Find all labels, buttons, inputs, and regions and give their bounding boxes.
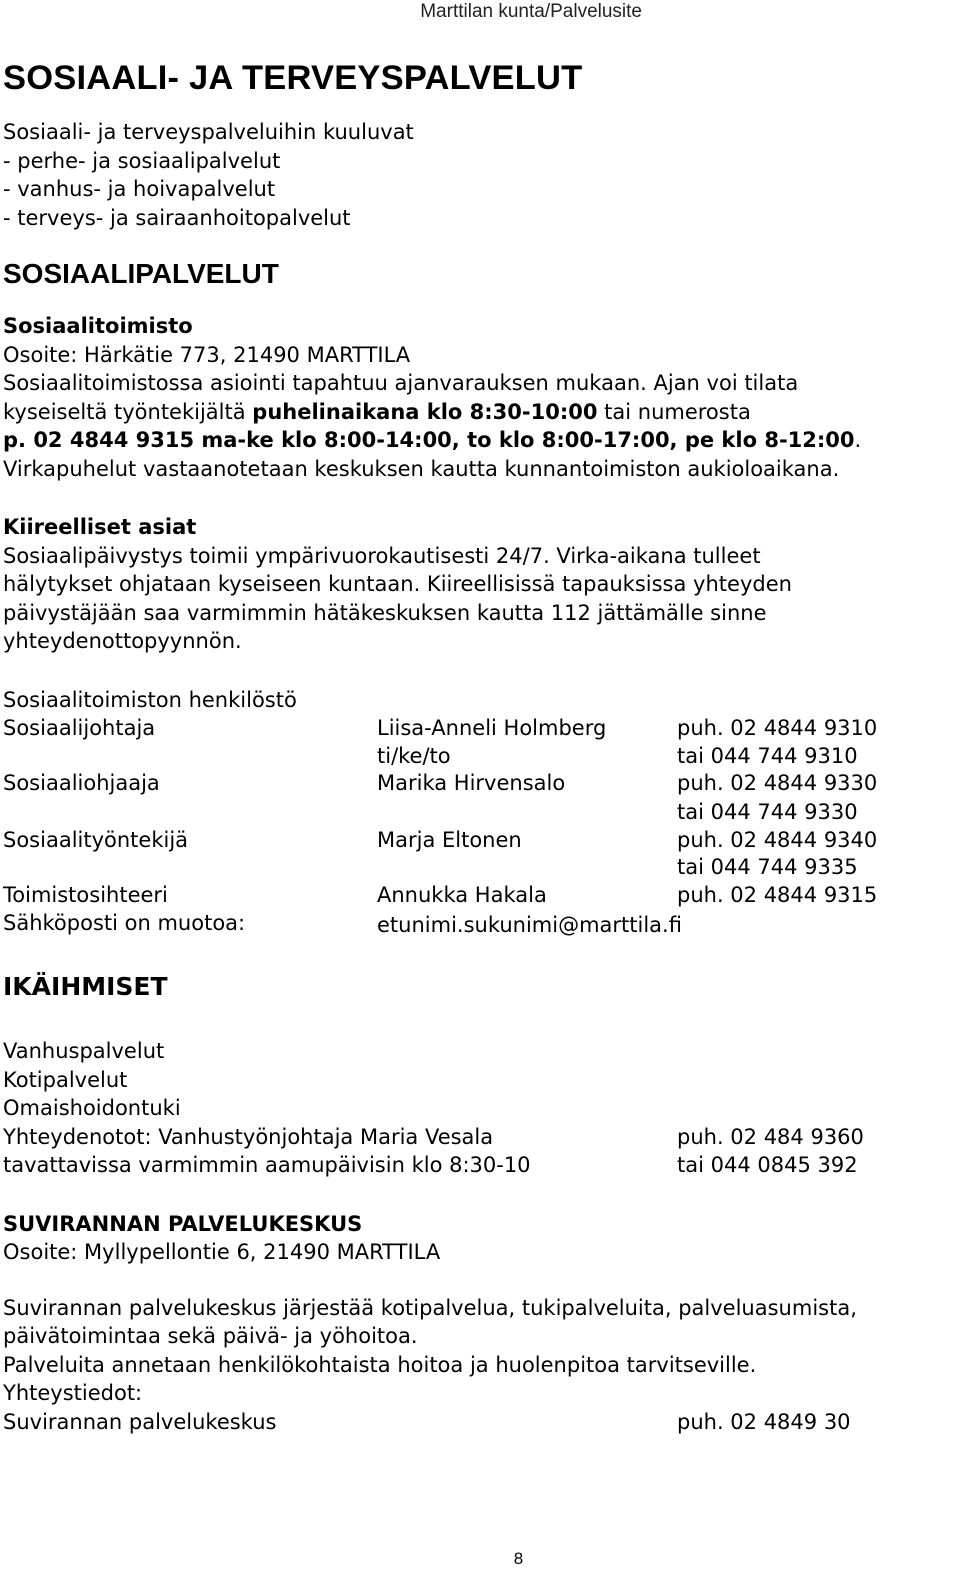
suviranta-address: Osoite: Myllypellontie 6, 21490 MARTTILA xyxy=(3,1240,441,1264)
intro-list xyxy=(3,118,953,232)
description-line: Suvirannan palvelukeskus järjestää kotipalvelua, tukipalveluita, palveluasumista, xyxy=(3,1295,857,1320)
contact-phone: tai 044 0845 392 xyxy=(677,1153,858,1177)
section-heading-suviranta: SUVIRANNAN PALVELUKESKUS xyxy=(3,1211,363,1236)
contact-name: Suvirannan palvelukeskus xyxy=(3,1409,277,1434)
staff-phone: puh. 02 4844 9340 xyxy=(677,827,878,852)
staff-role: Sosiaalijohtaja xyxy=(3,716,156,740)
intro-line: - terveys- ja sairaanhoitopalvelut xyxy=(3,205,351,230)
suviranta-section xyxy=(3,1210,953,1437)
staff-row xyxy=(3,714,953,743)
intro-line: Sosiaali- ja terveyspalveluihin kuuluvat xyxy=(3,120,414,144)
running-header: Marttilan kunta/Palvelusite xyxy=(420,1,642,22)
service-item: Omaishoidontuki xyxy=(3,1096,181,1120)
staff-name xyxy=(377,854,677,882)
staff-row xyxy=(3,854,953,882)
urgent-title: Kiireelliset asiat xyxy=(3,515,197,539)
contact-text: tavattavissa varmimmin aamupäivisin klo 8:30-10 xyxy=(3,1153,531,1177)
contact-text: Yhteydenotot: Vanhustyönjohtaja Maria Vesala xyxy=(3,1124,494,1149)
staff-phone: tai 044 744 9335 xyxy=(677,854,858,879)
staff-row xyxy=(3,743,953,771)
staff-role xyxy=(3,854,377,882)
ikaihmiset-section xyxy=(3,1037,953,1180)
staff-title: Sosiaalitoimiston henkilöstö xyxy=(3,687,297,712)
office-hours-text xyxy=(3,426,953,455)
document-body xyxy=(3,56,953,1436)
phone-time-bold: puhelinaikana klo 8:30-10:00 xyxy=(252,399,598,424)
calls-text: Virkapuhelut vastaanotetaan keskuksen kautta kunnantoimiston aukioloaikana. xyxy=(3,456,840,481)
staff-row xyxy=(3,826,953,854)
staff-name: Marja Eltonen xyxy=(377,827,522,852)
text-run: kyseiseltä työntekijältä xyxy=(3,399,253,424)
staff-name: Marika Hirvensalo xyxy=(377,771,566,795)
office-hours-bold: p. 02 4844 9315 ma-ke klo 8:00-14:00, to klo 8:00-17:00, pe klo 8-12:00 xyxy=(3,428,855,452)
description-line: Palveluita annetaan henkilökohtaista hoitoa ja huolenpitoa tarvitseville. xyxy=(3,1352,757,1377)
section-heading-ikaihmiset: IKÄIHMISET xyxy=(3,972,168,1001)
description-line: päivätoimintaa sekä päivä- ja yöhoitoa. xyxy=(3,1324,418,1348)
office-title: Sosiaalitoimisto xyxy=(3,314,193,338)
staff-role: Sähköposti on muotoa: xyxy=(3,911,246,935)
urgent-section xyxy=(3,513,953,656)
urgent-line: hälytykset ohjataan kyseiseen kuntaan. Kiireellisissä tapauksissa yhteyden xyxy=(3,572,792,596)
staff-row xyxy=(3,770,953,798)
intro-line: - vanhus- ja hoivapalvelut xyxy=(3,177,276,201)
description-line: Yhteystiedot: xyxy=(3,1381,143,1405)
staff-phone xyxy=(677,909,953,937)
staff-role: Sosiaaliohjaaja xyxy=(3,771,160,795)
staff-phone: tai 044 744 9330 xyxy=(677,799,858,824)
page-footer xyxy=(0,1543,960,1572)
contact-phone: puh. 02 484 9360 xyxy=(677,1124,864,1149)
staff-row xyxy=(3,798,953,826)
urgent-line: päivystäjään saa varmimmin hätäkeskuksen kautta 112 jättämälle sinne xyxy=(3,600,767,625)
contact-row xyxy=(3,1408,953,1437)
page-number: 8 xyxy=(513,1549,524,1568)
intro-line: - perhe- ja sosiaalipalvelut xyxy=(3,148,281,173)
office-section xyxy=(3,312,953,483)
section-heading-sosiaalipalvelut: SOSIAALIPALVELUT xyxy=(3,258,279,289)
staff-name: Annukka Hakala xyxy=(377,883,547,907)
staff-row xyxy=(3,909,953,937)
staff-role: Toimistosihteeri xyxy=(3,883,168,907)
staff-phone: puh. 02 4844 9315 xyxy=(677,883,878,907)
service-item: Vanhuspalvelut xyxy=(3,1039,165,1063)
staff-name xyxy=(377,798,677,826)
staff-name: Liisa-Anneli Holmberg xyxy=(377,716,607,740)
staff-name: ti/ke/to xyxy=(377,743,451,768)
appointment-text: Sosiaalitoimistossa asiointi tapahtuu ajanvarauksen mukaan. Ajan voi tilata xyxy=(3,371,799,395)
text-run: . xyxy=(854,428,862,452)
email-format: etunimi.sukunimi@marttila.fi xyxy=(377,913,682,937)
staff-phone: tai 044 744 9310 xyxy=(677,743,858,768)
office-address: Osoite: Härkätie 773, 21490 MARTTILA xyxy=(3,342,411,367)
staff-section xyxy=(3,686,953,938)
contact-phone: puh. 02 4849 30 xyxy=(677,1409,851,1434)
staff-phone: puh. 02 4844 9310 xyxy=(677,716,878,740)
staff-phone: puh. 02 4844 9330 xyxy=(677,771,878,795)
contact-row xyxy=(3,1123,953,1152)
phone-hours-text xyxy=(3,398,953,427)
staff-role: Sosiaalityöntekijä xyxy=(3,827,189,852)
staff-row xyxy=(3,881,953,909)
staff-role xyxy=(3,798,377,826)
staff-role xyxy=(3,743,377,771)
page-title: SOSIAALI- JA TERVEYSPALVELUT xyxy=(3,59,583,97)
contact-row xyxy=(3,1151,953,1180)
urgent-line: Sosiaalipäivystys toimii ympärivuorokautisesti 24/7. Virka-aikana tulleet xyxy=(3,543,761,568)
text-run: tai numerosta xyxy=(597,399,751,424)
urgent-line: yhteydenottopyynnön. xyxy=(3,629,242,653)
service-item: Kotipalvelut xyxy=(3,1067,128,1092)
